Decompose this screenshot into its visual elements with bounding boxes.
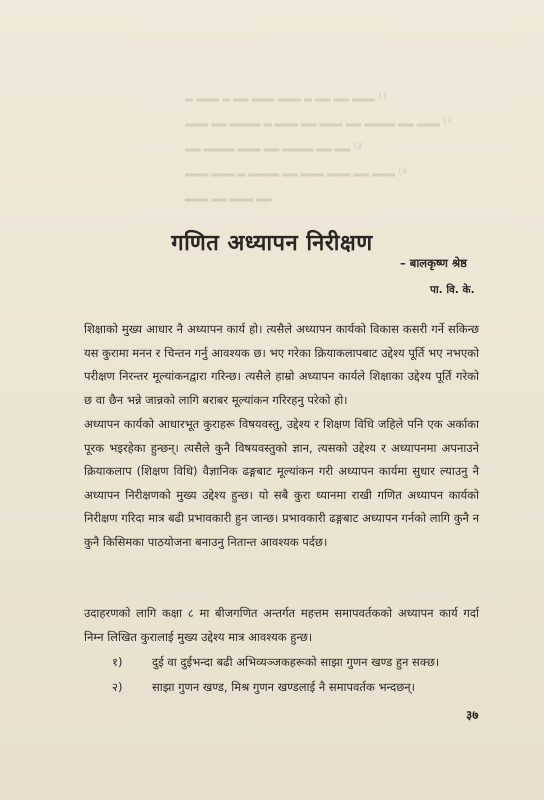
- show-through-line: ▂ ▂▂▂ ▂ ▂▂ ▂▂▂ ▂▂▂ ▂ ▂▂ ▂▂ ▂▂▂ (१: [185, 92, 388, 102]
- show-through-line: ▂▂ ▂▂▂▂ ▂▂▂ ▂▂ ▂▂▂▂ ▂▂ ▂▂ (३: [185, 142, 363, 152]
- author-affiliation: पा. वि. के.: [430, 284, 475, 296]
- list-item: [112, 650, 492, 675]
- show-through-text: [185, 92, 515, 217]
- objective-list: [112, 650, 492, 700]
- article-title: गणित अध्यापन निरीक्षण: [171, 230, 373, 256]
- paragraph-3: उदाहरणको लागि कक्षा ८ मा बीजगणित अन्तर्गत महत्तम समापवर्तकको अध्यापन कार्य गर्दा निम्न लिखित कुरालाई मुख्य उद्देश्य मात्र आवश्यक हुन्छ।: [84, 606, 479, 644]
- list-item-text: दुई वा दुईभन्दा बढी अभिव्यञ्जकहरूको साझा गुणन खण्ड हुन सक्छ।: [152, 655, 440, 669]
- list-item-text: साझा गुणन खण्ड, मिश्र गुणन खण्डलाई नै समापवर्तक भन्दछन्।: [152, 680, 416, 694]
- show-through-line: ▂▂▂ ▂▂ ▂▂▂▂ ▂ ▂▂▂ ▂▂ ▂▂▂ ▂▂ ▂▂▂▂ ▂▂ ▂▂▂ (२: [185, 117, 453, 127]
- list-item-number: २): [112, 680, 123, 694]
- paragraph-2: अध्यापन कार्यको आधारभूत कुराहरू विषयवस्तु, उद्देश्य र शिक्षण विधि जहिले पनि एक अर्काका पूरक भइरहेका हुन्छन्। त्यसैले कुनै विषयवस्तुको ज्ञान, त्यसको उद्देश्य र अध्यापनमा अपनाउने क्रियाकलाप (शिक्षण विधि) वैज्ञानिक ढङ्गबाट मूल्यांकन गरी अध्यापन कार्यमा सुधार ल्याउनु नै अध्यापन निरीक्षणको मुख्य उद्देश्य हुन्छ। यो सबै कुरा ध्यानमा राखी गणित अध्यापन कार्यको निरीक्षण गरिदा मात्र बढी प्रभावकारी हुन जान्छ। प्रभावकारी ढङ्गबाट अध्यापन गर्नको लागि कुनै न कुनै किसिमका पाठयोजना बनाउनु नितान्त आवश्यक पर्दछ।: [84, 417, 479, 549]
- show-through-line: ▂▂▂ ▂▂▂ ▂ ▂▂▂▂ ▂▂ ▂▂▂ ▂▂▂ ▂▂ ▂▂▂ (४: [185, 167, 408, 177]
- list-item: [112, 675, 492, 700]
- page-number: ३७: [466, 708, 479, 722]
- show-through-line: ▂▂▂ ▂▂ ▂▂▂ ▂▂: [185, 192, 272, 202]
- author-name: – बालकृष्ण श्रेष्ठ: [400, 256, 467, 270]
- list-item-number: १): [112, 655, 123, 669]
- paragraph-1: शिक्षाको मुख्य आधार नै अध्यापन कार्य हो। त्यसैले अध्यापन कार्यको विकास कसरी गर्ने सकिन्छ यस कुरामा मनन र चिन्तन गर्नु आवश्यक छ। भए गरेका क्रियाकलापबाट उद्देश्य पूर्ति भए नभएको परीक्षण निरन्तर मूल्यांकनद्वारा गरिन्छ। त्यसैले हाम्रो अध्यापन कार्यले शिक्षाका उद्देश्य पूर्ति गरेको छ वा छैन भन्ने जान्नको लागि बराबर मूल्यांकन गरिरहनु परेको हो।: [84, 322, 479, 407]
